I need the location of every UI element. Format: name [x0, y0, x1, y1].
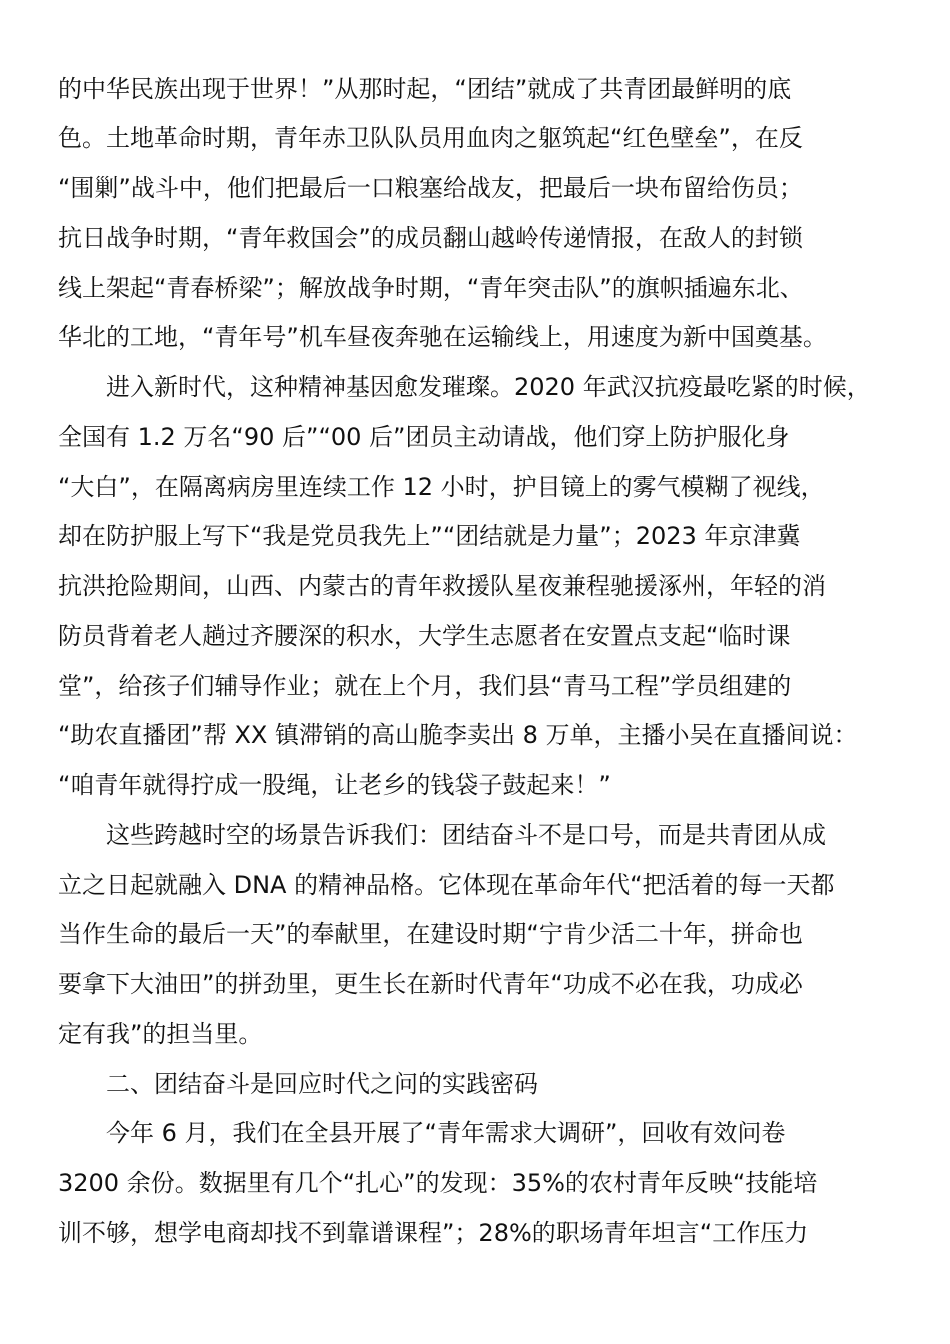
- text-line: “咱青年就得拧成一股绳，让老乡的钱袋子鼓起来！”: [58, 771, 611, 799]
- paragraph-start-line: 进入新时代，这种精神基因愈发璀璨。2020 年武汉抗疫最吃紧的时候，: [106, 373, 871, 401]
- section-heading: 二、团结奋斗是回应时代之问的实践密码: [106, 1070, 538, 1098]
- text-line: 定有我”的担当里。: [58, 1020, 263, 1048]
- text-line: 却在防护服上写下“我是党员我先上”“团结就是力量”；2023 年京津冀: [58, 522, 801, 550]
- text-line: 的中华民族出现于世界！”从那时起，“团结”就成了共青团最鲜明的底: [58, 75, 792, 103]
- text-line: 立之日起就融入 DNA 的精神品格。它体现在革命年代“把活着的每一天都: [58, 871, 835, 899]
- text-line: “围剿”战斗中，他们把最后一口粮塞给战友，把最后一块布留给伤员；: [58, 174, 803, 202]
- text-line: 色。土地革命时期，青年赤卫队队员用血肉之躯筑起“红色壁垒”，在反: [58, 124, 803, 152]
- text-line: “大白”，在隔离病房里连续工作 12 小时，护目镜上的雾气模糊了视线，: [58, 473, 825, 501]
- text-line: 全国有 1.2 万名“90 后”“00 后”团员主动请战，他们穿上防护服化身: [58, 423, 790, 451]
- text-line: 防员背着老人趟过齐腰深的积水，大学生志愿者在安置点支起“临时课: [58, 622, 791, 650]
- text-line: 抗洪抢险期间，山西、内蒙古的青年救援队星夜兼程驰援涿州，年轻的消: [58, 572, 826, 600]
- text-line: “助农直播团”帮 XX 镇滞销的高山脆李卖出 8 万单，主播小吴在直播间说：: [58, 721, 858, 749]
- paragraph-start-line: 今年 6 月，我们在全县开展了“青年需求大调研”，回收有效问卷: [106, 1119, 786, 1147]
- text-line: 3200 余份。数据里有几个“扎心”的发现：35%的农村青年反映“技能培: [58, 1169, 818, 1197]
- text-line: 抗日战争时期，“青年救国会”的成员翻山越岭传递情报，在敌人的封锁: [58, 224, 803, 252]
- text-line: 训不够，想学电商却找不到靠谱课程”；28%的职场青年坦言“工作压力: [58, 1219, 809, 1247]
- text-line: 堂”，给孩子们辅导作业；就在上个月，我们县“青马工程”学员组建的: [58, 672, 792, 700]
- text-line: 当作生命的最后一天”的奉献里，在建设时期“宁肯少活二十年，拼命也: [58, 920, 803, 948]
- text-line: 华北的工地，“青年号”机车昼夜奔驰在运输线上，用速度为新中国奠基。: [58, 323, 827, 351]
- text-line: 要拿下大油田”的拼劲里，更生长在新时代青年“功成不必在我，功成必: [58, 970, 803, 998]
- text-line: 线上架起“青春桥梁”；解放战争时期，“青年突击队”的旗帜插遍东北、: [58, 274, 804, 302]
- paragraph-start-line: 这些跨越时空的场景告诉我们：团结奋斗不是口号，而是共青团从成: [106, 821, 826, 849]
